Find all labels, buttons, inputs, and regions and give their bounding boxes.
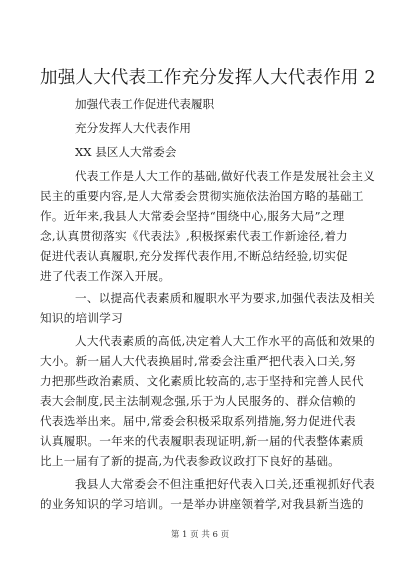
body-line: 表大会制度,民主法制观念强,乐于为人民服务的、群众信赖的 (40, 394, 356, 408)
section-heading: 知识的培训学习 (40, 311, 123, 325)
page-footer: 第 1 页 共 6 页 (170, 530, 230, 540)
subtitle-line: 充分发挥人大代表作用 (75, 121, 191, 135)
subtitle-line: 加强代表工作促进代表履职 (75, 97, 215, 111)
section-heading: 一、以提高代表素质和履职水平为要求,加强代表法及相关 (75, 291, 376, 305)
body-line: 代表选举出来。届中,常委会积极采取系列措施,努力促进代表 (40, 414, 356, 428)
body-line: 代表工作是人大工作的基础,做好代表工作是发展社会主义 (75, 169, 376, 183)
body-line: 民主的重要内容,是人大常委会贯彻实施依法治国方略的基础工 (40, 189, 364, 203)
body-line: 认真履职。一年来的代表履职表现证明,新一届的代表整体素质 (40, 434, 364, 448)
body-line: 力把那些政治素质、文化素质比较高的,志于坚持和完善人民代 (40, 374, 364, 388)
body-line: 的业务知识的学习培训。一是举办讲座领着学,对我县新当选的 (40, 497, 364, 511)
body-line: 比上一届有了新的提高,为代表参政议政打下良好的基础。 (40, 454, 341, 468)
body-line: 大小。新一届人大代表换届时,常委会注重严把代表入口关,努 (40, 354, 356, 368)
document-title: 加强人大代表工作充分发挥人大代表作用 2 (40, 68, 376, 88)
body-line: 进了代表工作深入开展。 (40, 269, 171, 283)
body-line: 促进代表认真履职,充分发挥代表作用,不断总结经验,切实促 (40, 249, 348, 263)
body-line: 念,认真贯彻落实《代表法》,积极探索代表工作新途径,着力 (40, 229, 348, 243)
author-line: XX 县区人大常委会 (75, 145, 177, 159)
body-line: 我县人大常委会不但注重把好代表入口关,还重视抓好代表 (75, 477, 376, 491)
body-line: 作。近年来,我县人大常委会坚持“围绕中心,服务大局”之理 (40, 209, 345, 223)
body-line: 人大代表素质的高低,决定着人大工作水平的高低和效果的 (75, 334, 376, 348)
